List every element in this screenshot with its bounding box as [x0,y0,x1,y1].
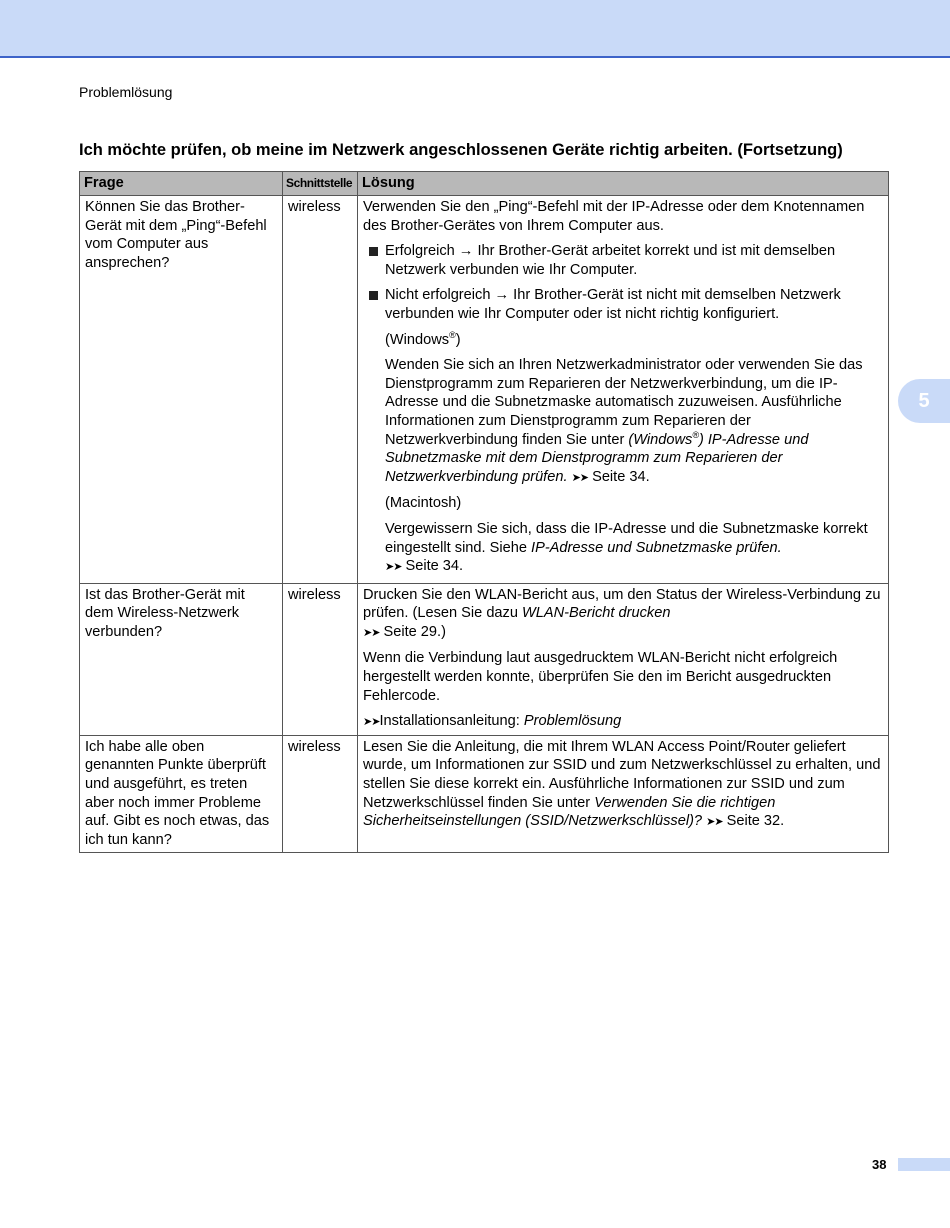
page-reference: Seite 29.) [379,623,446,640]
question-cell: Ist das Brother-Gerät mit dem Wireless-Netzwerk verbunden? [80,583,283,735]
chapter-tab: 5 [898,379,950,423]
solution-cell [358,735,889,853]
interface-cell: wireless [283,735,358,853]
para-text: Installationsanleitung: [379,713,524,730]
solution-cell [358,196,889,584]
windows-label [363,331,883,350]
windows-link-text-b: ) IP-Adresse und Subnetzmaske mit dem Dienstprogramm zum Reparieren der Netzwerkverbindung prüfen. [385,431,809,485]
bullet-item [363,286,883,323]
question-cell: Können Sie das Brother-Gerät mit dem „Ping“-Befehl vom Computer aus ansprechen? [80,196,283,584]
square-bullet-icon [369,247,378,256]
para-text: Lesen Sie die Anleitung, die mit Ihrem WLAN Access Point/Router geliefert wurde, um Informationen zur SSID und zum Netzwerkschlüssel zu erhalten, und stellen Sie diese korrekt ein. Ausführliche Informationen zur SSID und zum Netzwerkschlüssel finden Sie unter [363,738,881,811]
bullet-text: Nicht erfolgreich → Ihr Brother-Gerät ist nicht mit demselben Netzwerk verbunden wie Ihr Computer oder ist nicht richtig konfiguriert. [385,287,841,322]
troubleshooting-table [79,171,889,853]
page-reference: Seite 34. [588,468,650,485]
double-arrow-icon: ➤➤ [363,626,380,639]
top-header-band [0,0,950,58]
wlan-report-link[interactable]: WLAN-Bericht drucken [522,605,671,622]
solution-intro: Verwenden Sie den „Ping“-Befehl mit der IP-Adresse oder dem Knotennamen des Brother-Gerätes von Ihrem Computer aus. [363,199,865,234]
page-number: 38 [872,1157,887,1172]
mac-reference-link[interactable]: IP-Adresse und Subnetzmaske prüfen. [531,539,782,556]
macintosh-label: (Macintosh) [385,495,462,512]
solution-paragraph [363,712,883,732]
windows-link-text-a: (Windows [628,431,693,448]
double-arrow-icon: ➤➤ [363,716,380,729]
table-header-row [80,172,889,196]
running-head: Problemlösung [79,84,173,100]
solution-paragraph [363,738,883,832]
double-arrow-icon: ➤➤ [385,561,402,574]
windows-instructions [363,356,883,487]
page-reference: Seite 34. [401,558,464,575]
macintosh-instructions [363,520,883,577]
interface-cell: wireless [283,583,358,735]
windows-label-text: (Windows [385,331,450,348]
header-schnittstelle: Schnittstelle [283,172,358,196]
registered-mark: ® [692,429,699,440]
header-loesung: Lösung [358,172,889,196]
para-text: Drucken Sie den WLAN-Bericht aus, um den Status der Wireless-Verbindung zu prüfen. (Lesen Sie dazu [363,586,881,622]
double-arrow-icon: ➤➤ [706,816,723,829]
header-frage: Frage [80,172,283,196]
security-settings-link[interactable]: Verwenden Sie die richtigen Sicherheitseinstellungen (SSID/Netzwerkschlüssel)? [363,794,776,830]
double-arrow-icon: ➤➤ [571,471,589,484]
windows-text: Wenden Sie sich an Ihren Netzwerkadministrator oder verwenden Sie das Dienstprogramm zum Reparieren der Netzwerkverbindung, um die IP-Adresse und die Subnetzmaske automatisch zuzuweisen. Ausführliche Informationen zum Dienstprogramm zum Reparieren der Netzwerkverbindung finden Sie unter [385,357,863,448]
installation-guide-link[interactable]: Problemlösung [523,713,622,730]
registered-mark: ® [449,329,456,340]
bullet-text: Erfolgreich → Ihr Brother-Gerät arbeitet korrekt und ist mit demselben Netzwerk verbunden wie Ihr Computer. [385,243,836,278]
page-number-band [898,1158,950,1171]
solution-paragraph [363,586,883,643]
solution-paragraph: Wenn die Verbindung laut ausgedrucktem WLAN-Bericht nicht erfolgreich hergestellt werden konnte, überprüfen Sie den im Bericht ausgedruckten Fehlercode. [363,650,838,704]
table-row [80,583,889,735]
windows-label-close: ) [455,331,461,348]
page-reference: Seite 32. [722,813,785,830]
square-bullet-icon [369,291,378,300]
mac-text: Vergewissern Sie sich, dass die IP-Adresse und die Subnetzmaske korrekt eingestellt sind. Siehe [385,520,868,556]
question-cell: Ich habe alle oben genannten Punkte überprüft und ausgeführt, es treten aber noch immer Probleme auf. Gibt es noch etwas, das ich tun kann? [80,735,283,853]
solution-cell [358,583,889,735]
table-row [80,735,889,853]
table-row [80,196,889,584]
section-heading: Ich möchte prüfen, ob meine im Netzwerk angeschlossenen Geräte richtig arbeiten. (Fortsetzung) [79,141,843,159]
interface-cell: wireless [283,196,358,584]
bullet-item [363,242,883,279]
